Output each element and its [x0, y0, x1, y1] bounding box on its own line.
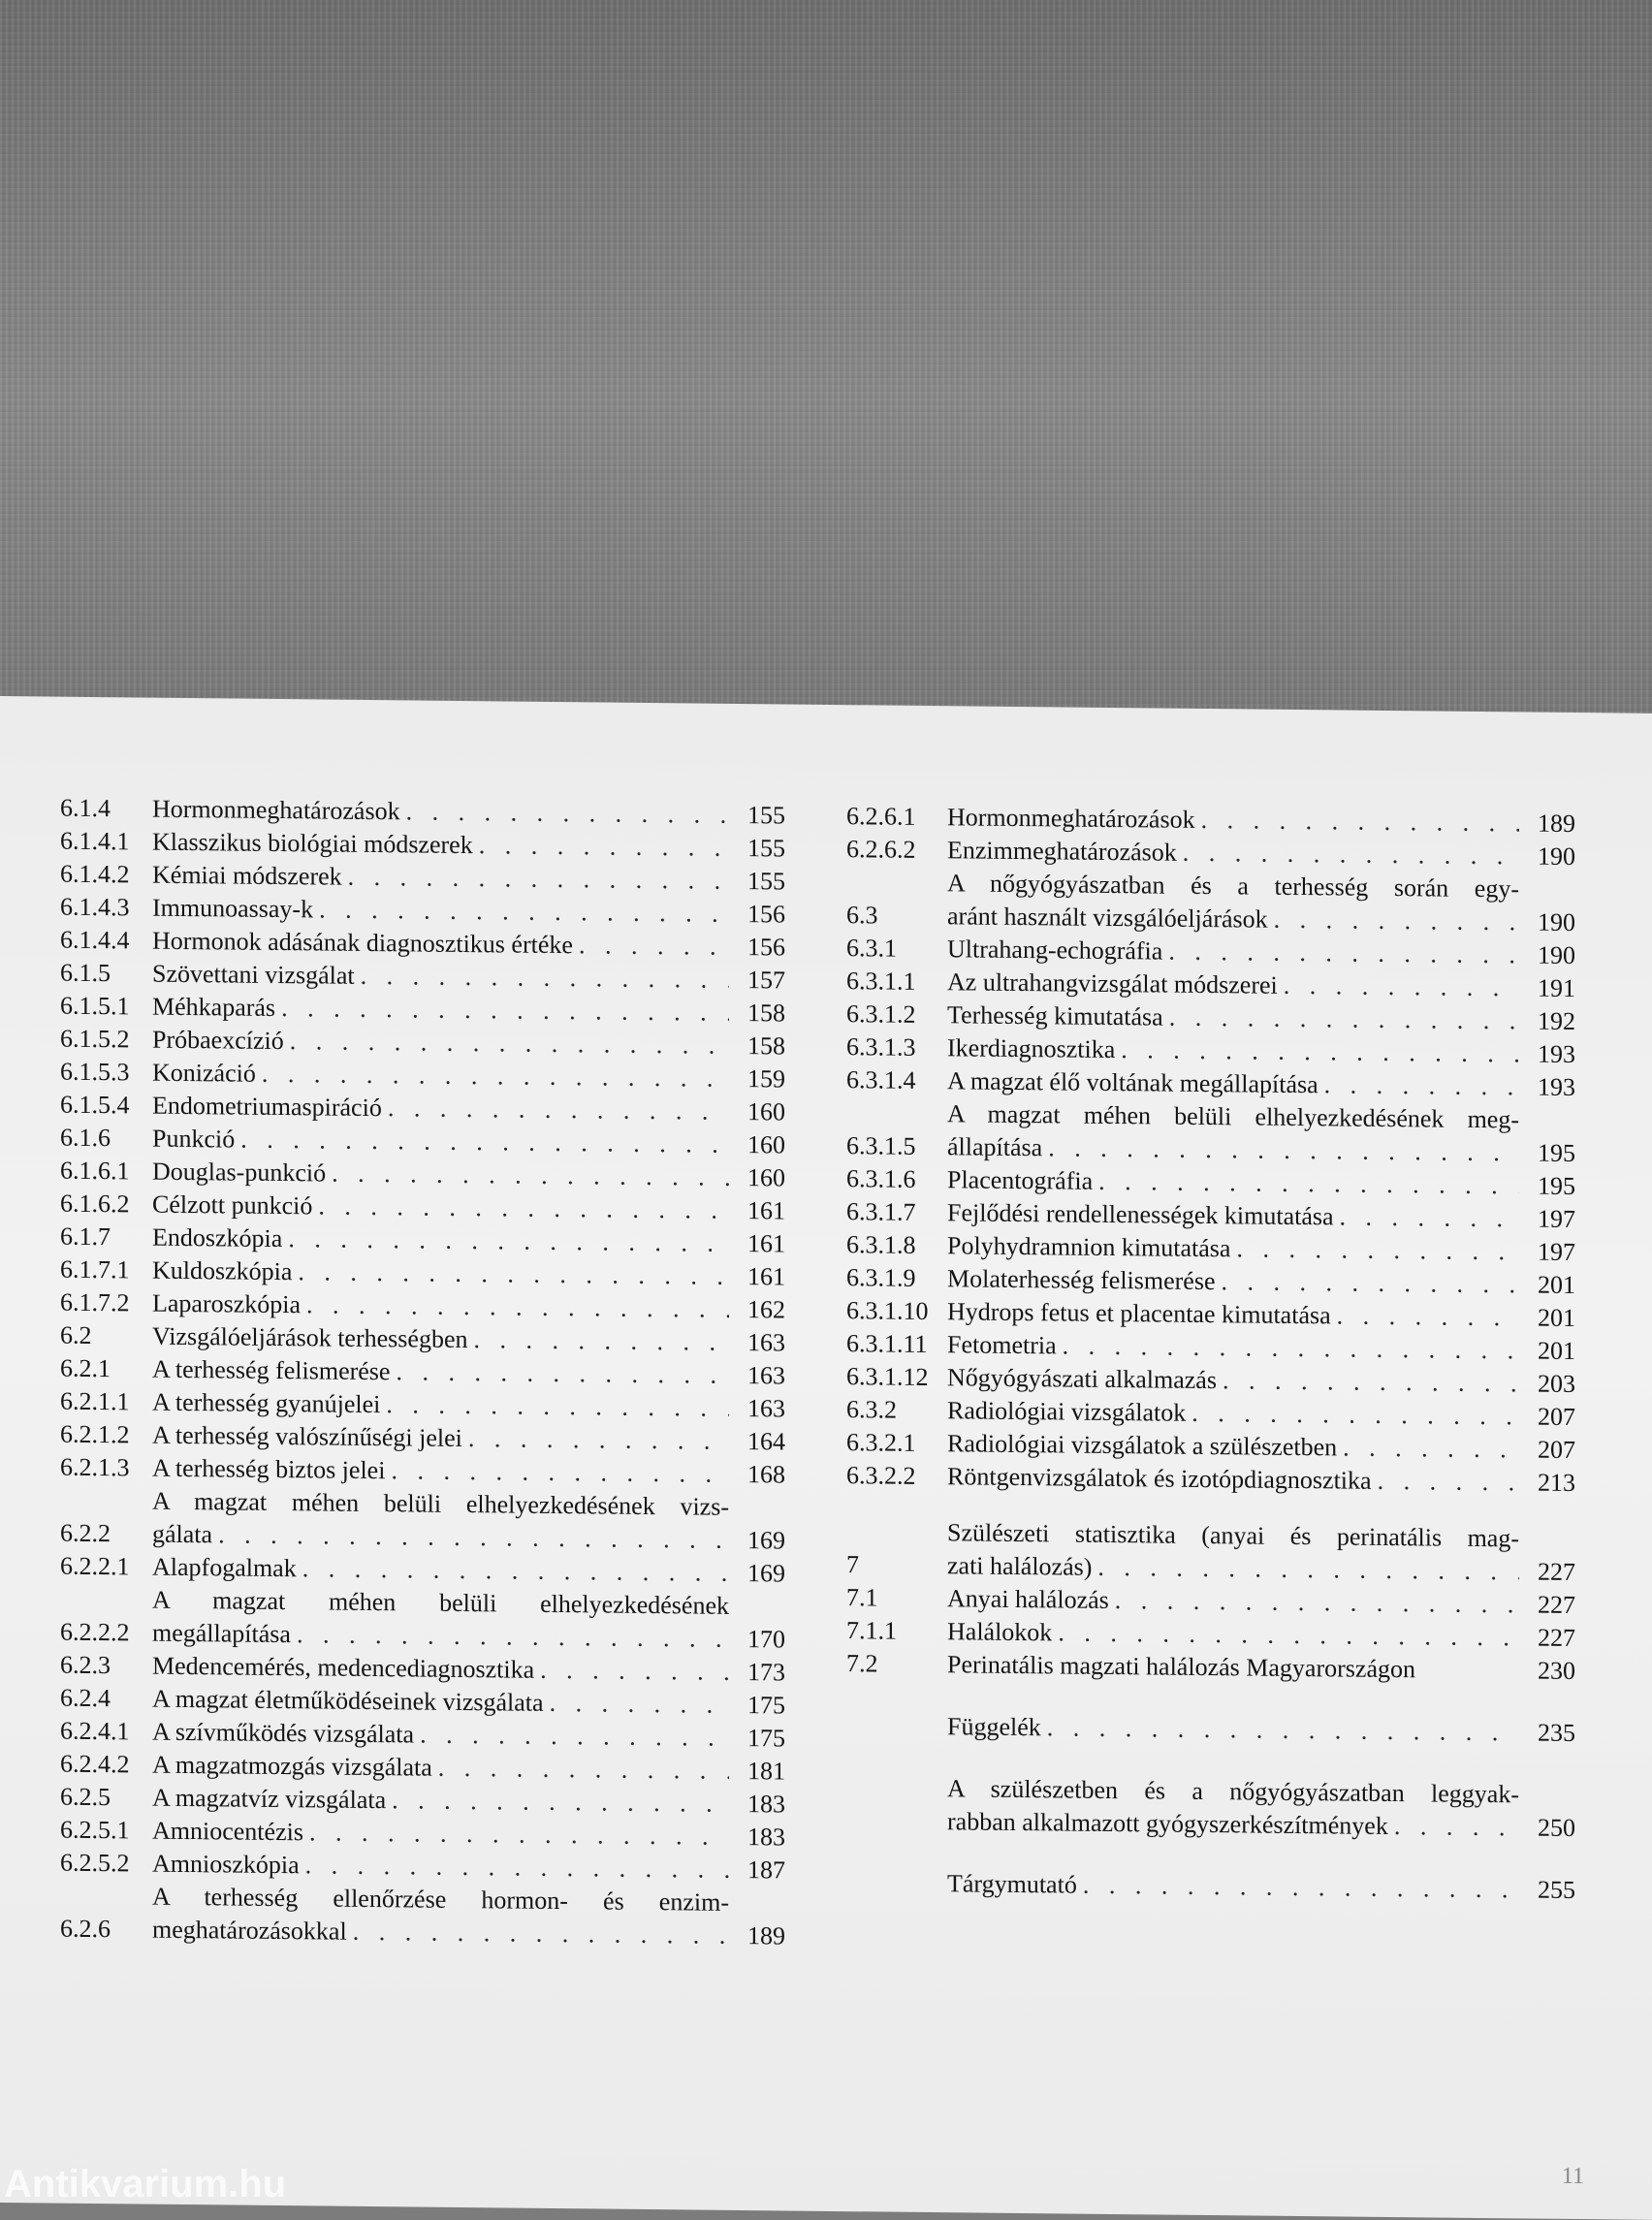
toc-entry-page: 161: [747, 1262, 785, 1291]
toc-entry: [60, 1583, 785, 1657]
toc-entry-page: 255: [1538, 1875, 1575, 1905]
toc-entry-title: [947, 867, 1519, 938]
toc-entry-page: 175: [747, 1691, 785, 1720]
toc-entry-title-line: Perinatális magzati halálozás Magyarországon: [947, 1650, 1415, 1684]
dot-leader: [386, 1784, 729, 1821]
toc-entry-number: 6.3: [846, 901, 878, 930]
toc-entry: [60, 1880, 785, 1953]
toc-entry-page: 193: [1538, 1039, 1575, 1069]
toc-entry-number: 7: [846, 1550, 859, 1579]
toc-entry-page: 156: [747, 900, 785, 929]
dot-leader: [282, 1222, 729, 1260]
toc-entry-page: 173: [747, 1658, 785, 1687]
toc-entry-page: 164: [747, 1427, 785, 1456]
dot-leader: [1163, 1001, 1519, 1038]
toc-entry-page: 170: [747, 1625, 785, 1654]
dot-leader: [1217, 1364, 1519, 1400]
dot-leader: [544, 1687, 729, 1722]
toc-entry-title-line: Medencemérés, medencediagnosztika: [152, 1651, 535, 1684]
toc-entry-title-line: A magzatvíz vizsgálata: [152, 1783, 387, 1815]
toc-entry-number: 6.1.4.1: [60, 826, 130, 856]
toc-entry-number: 6.2.2.2: [60, 1617, 130, 1647]
toc-entry-title-line: zati halálozás): [947, 1551, 1093, 1581]
dot-leader: [326, 1158, 729, 1194]
toc-entry-title-line: Radiológiai vizsgálatok: [947, 1396, 1187, 1427]
toc-entry: [846, 1096, 1575, 1170]
toc-entry-page: 250: [1538, 1813, 1575, 1843]
toc-entry-number: 7.1.1: [846, 1616, 897, 1645]
dot-leader: [1109, 1584, 1519, 1621]
toc-entry-title-line: A terhesség gyanújelei: [152, 1387, 381, 1419]
toc-entry-page: 160: [747, 1130, 785, 1159]
toc-entry-title-line: Placentográfia: [947, 1165, 1094, 1195]
toc-entry-page: 201: [1538, 1303, 1575, 1333]
toc-entry-title-line: Douglas-punkció: [152, 1157, 327, 1188]
toc-entry-page: 190: [1538, 841, 1575, 872]
toc-entry-number: 6.1.5.2: [60, 1024, 130, 1054]
toc-entry-number: 6.2.5.1: [60, 1815, 130, 1845]
toc-entry-number: 6.3.1.11: [846, 1329, 928, 1359]
toc-entry-title-line: Klasszikus biológiai módszerek: [152, 827, 473, 860]
toc-entry-page: 157: [747, 966, 785, 995]
dot-leader: [385, 1454, 729, 1491]
toc-entry-page: 183: [747, 1823, 785, 1852]
toc-entry-title-line: Függelék: [947, 1712, 1041, 1742]
toc-entry-number: 6.1.4.2: [60, 859, 130, 889]
toc-entry-title-line: A magzat méhen belüli elhelyezkedésének meg-: [947, 1099, 1519, 1134]
toc-entry-number: 6.1.7.2: [60, 1287, 130, 1317]
toc-entry-page: 158: [747, 1031, 785, 1061]
toc-entry-title-line: Fetometria: [947, 1330, 1057, 1360]
toc-entry-page: 168: [747, 1460, 785, 1489]
toc-entry-number: 6.2.1.3: [60, 1452, 130, 1482]
toc-entry-number: 6.2.5.2: [60, 1848, 130, 1878]
dot-leader: [1092, 1551, 1519, 1589]
toc-entry-page: 161: [747, 1229, 785, 1258]
toc-entry-title: [947, 1648, 1519, 1687]
dot-leader: [355, 960, 729, 997]
dot-leader: [342, 861, 729, 898]
toc-entry-page: 191: [1538, 973, 1575, 1003]
toc-entry-title-line: Vizsgálóeljárások terhességben: [152, 1321, 468, 1354]
toc-entry-number: 6.2.4.1: [60, 1716, 130, 1746]
toc-entry-title-line: A terhesség ellenőrzése hormon- és enzim-: [152, 1882, 729, 1917]
toc-entry-title-line: Alapfogalmak: [152, 1552, 297, 1583]
dot-leader: [432, 1752, 729, 1788]
toc-entry-title: [152, 1584, 729, 1656]
toc-entry-page: 227: [1538, 1623, 1575, 1653]
toc-entry-title-line: meghatározásokkal: [152, 1915, 347, 1946]
dot-leader: [313, 893, 729, 930]
toc-entry-number: 6.3.1.10: [846, 1296, 929, 1326]
dot-leader: [303, 1816, 729, 1854]
toc-entry-page: 207: [1538, 1435, 1575, 1465]
toc-entry-number: 6.1.7.1: [60, 1254, 130, 1284]
toc-entry-title-line: A magzat életműködéseinek vizsgálata: [152, 1684, 544, 1717]
dot-leader: [292, 1255, 729, 1293]
dot-leader: [297, 1552, 729, 1590]
toc-entry-title-line: A magzat méhen belüli elhelyezkedésének vizs-: [152, 1486, 729, 1521]
toc-entry-page: 175: [747, 1724, 785, 1753]
toc-entry-title-line: Kémiai módszerek: [152, 860, 342, 891]
toc-entry-number: 6.1.7: [60, 1221, 111, 1252]
dot-leader: [380, 1388, 729, 1425]
toc-entry: [846, 1866, 1575, 1907]
toc-entry-title-line: állapítása: [947, 1132, 1043, 1162]
dot-leader: [573, 929, 729, 964]
toc-entry-title-line: A szívműködés vizsgálata: [152, 1717, 415, 1749]
toc-entry-title-line: Szövettani vizsgálat: [152, 959, 355, 990]
toc-entry-title-line: Endometriumaspiráció: [152, 1091, 382, 1123]
toc-entry-page: 187: [747, 1855, 785, 1885]
toc-entry-title-line: A magzatmozgás vizsgálata: [152, 1750, 432, 1782]
toc-entry-page: 160: [747, 1163, 785, 1192]
toc-entry-title-line: Immunoassay-k: [152, 893, 314, 924]
toc-entry-number: 6.3.1.3: [846, 1032, 916, 1062]
toc-entry-page: 162: [747, 1295, 785, 1324]
toc-entry-title: [152, 1485, 729, 1557]
toc-entry: [846, 1771, 1575, 1845]
dot-leader: [382, 1092, 729, 1128]
toc-entry-number: 6.2.4: [60, 1683, 111, 1713]
toc-entry-number: 6.3.1.12: [846, 1362, 929, 1392]
toc-entry-title-line: A terhesség felismerése: [152, 1354, 391, 1386]
toc-entry-number: 6.1.4.4: [60, 925, 130, 955]
dot-leader: [1372, 1465, 1519, 1500]
toc-entry-title: [947, 1772, 1519, 1844]
toc-entry-number: 6.3.2.1: [846, 1428, 916, 1457]
toc-entry-page: 230: [1538, 1656, 1575, 1686]
dot-leader: [1331, 1299, 1519, 1334]
dot-leader: [1077, 1869, 1519, 1907]
dot-leader: [1230, 1232, 1519, 1268]
toc-entry-page: 163: [747, 1361, 785, 1390]
toc-entry-title-line: A nőgyógyászatban és a terhesség során egy-: [947, 869, 1519, 904]
toc-entry-title-line: Az ultrahangvizsgálat módszerei: [947, 967, 1278, 999]
toc-entry: [60, 1484, 785, 1558]
toc-entry-title-line: Célzott punkció: [152, 1189, 313, 1221]
toc-entry-title-line: Hormonok adásának diagnosztikus értéke: [152, 926, 573, 960]
toc-entry-title-line: Laparoszkópia: [152, 1288, 302, 1319]
toc-entry-page: 193: [1538, 1072, 1575, 1102]
toc-entry-page: 227: [1538, 1557, 1575, 1587]
toc-entry-page: 156: [747, 933, 785, 962]
toc-entry-title-line: A szülészetben és a nőgyógyászatban leggyak-: [947, 1774, 1519, 1809]
toc-entry-title: [947, 1097, 1519, 1169]
toc-entry-title-line: Hormonmeghatározások: [152, 794, 400, 826]
toc-entry-page: 192: [1538, 1006, 1575, 1036]
dot-leader: [1186, 1397, 1519, 1434]
toc-entry-page: 155: [747, 801, 785, 830]
toc-entry-page: 163: [747, 1394, 785, 1423]
toc-entry-number: 6.1.5.4: [60, 1090, 130, 1120]
dot-leader: [1093, 1165, 1519, 1203]
toc-right-column: [846, 800, 1575, 1907]
dot-leader: [300, 1849, 729, 1887]
dot-leader: [275, 992, 729, 1030]
toc-entry-number: 6.3.1: [846, 934, 897, 963]
toc-entry-number: 6.3.1.5: [846, 1131, 916, 1160]
toc-entry-number: 6.2.2: [60, 1518, 111, 1548]
toc-entry-page: 195: [1538, 1138, 1575, 1168]
toc-entry-number: 6.1.5: [60, 958, 111, 988]
toc-entry-number: 6.1.5.3: [60, 1057, 130, 1087]
toc-entry-title-line: Konizáció: [152, 1058, 256, 1088]
toc-entry-page: 155: [747, 867, 785, 896]
toc-entry-title-line: Szülészeti statisztika (anyai és perinatális mag-: [947, 1518, 1519, 1553]
toc-entry-title-line: Polyhydramnion kimutatása: [947, 1231, 1231, 1263]
dot-leader: [1268, 904, 1519, 939]
dot-leader: [1041, 1711, 1519, 1749]
toc-entry-number: 6.1.6.1: [60, 1156, 130, 1186]
toc-entry-number: 6.3.1.4: [846, 1065, 916, 1094]
toc-entry-page: 158: [747, 999, 785, 1028]
toc-entry-page: 203: [1538, 1369, 1575, 1399]
toc-entry-number: 6.2.6.2: [846, 835, 916, 864]
toc-entry-page: 189: [1538, 809, 1575, 839]
toc-entry-number: 6.2.4.2: [60, 1749, 130, 1779]
toc-entry: [846, 1515, 1575, 1589]
toc-entry-title-line: Endoszkópia: [152, 1222, 283, 1253]
toc-entry-title-line: Amnioszkópia: [152, 1849, 300, 1880]
toc-entry-number: 6.3.2.2: [846, 1461, 916, 1490]
toc-entry-number: [846, 1899, 947, 1900]
toc-entry-page: 190: [1538, 940, 1575, 970]
toc-entry-page: 235: [1538, 1718, 1575, 1748]
toc-entry-number: 7.1: [846, 1583, 878, 1612]
dot-leader: [212, 1518, 729, 1557]
toc-entry-title: [947, 1516, 1519, 1588]
toc-entry-page: 181: [747, 1757, 785, 1786]
dot-leader: [534, 1654, 729, 1689]
dot-leader: [1052, 1616, 1519, 1654]
toc-entry-page: 183: [747, 1790, 785, 1819]
dot-leader: [1195, 804, 1519, 840]
toc-entry-title-line: aránt használt vizsgálóeljárások: [947, 902, 1268, 934]
toc-entry-number: 6.1.5.1: [60, 991, 130, 1021]
dot-leader: [1177, 837, 1519, 873]
toc-entry-page: 213: [1538, 1468, 1575, 1498]
toc-entry-number: 6.2.1.1: [60, 1386, 130, 1416]
toc-entry-title-line: Hormonmeghatározások: [947, 803, 1195, 834]
toc-entry-title: [152, 1881, 729, 1952]
toc-entry-title-line: Ikerdiagnosztika: [947, 1033, 1116, 1064]
fabric-background: [0, 0, 1652, 717]
toc-entry-title-line: Hydrops fetus et placentae kimutatása: [947, 1297, 1331, 1330]
toc-entry-title-line: Fejlődési rendellenességek kimutatása: [947, 1198, 1334, 1231]
toc-entry-title-line: Próbaexcízió: [152, 1025, 284, 1056]
dot-leader: [1042, 1131, 1519, 1169]
dot-leader: [462, 1422, 729, 1458]
dot-leader: [347, 1916, 729, 1952]
page-number: 11: [1561, 2163, 1584, 2190]
toc-entry-number: 7.2: [846, 1649, 878, 1678]
dot-leader: [400, 795, 729, 832]
toc-entry-number: 6.2.1: [60, 1353, 111, 1383]
toc-entry-title-line: Halálokok: [947, 1617, 1053, 1647]
toc-entry-title-line: Ultrahang-echográfia: [947, 935, 1163, 966]
toc-entry-title-line: rabban alkalmazott gyógyszerkészítmények: [947, 1807, 1388, 1840]
toc-entry-number: 6.2.2.1: [60, 1551, 130, 1581]
toc-entry-page: 201: [1538, 1270, 1575, 1300]
toc-entry-number: 6.3.1.8: [846, 1230, 916, 1259]
dot-leader: [390, 1355, 729, 1392]
toc-entry-number: 6.3.1.6: [846, 1164, 916, 1193]
toc-entry-number: 6.3.1.1: [846, 967, 916, 996]
toc-entry-title-line: A magzat méhen belüli elhelyezkedésének: [152, 1585, 729, 1620]
toc-entry-title-line: A terhesség valószínűségi jelei: [152, 1420, 462, 1452]
toc-entry-page: 201: [1538, 1336, 1575, 1366]
toc-entry-title-line: Nőgyógyászati alkalmazás: [947, 1363, 1217, 1395]
toc-entry-title-line: Méhkaparás: [152, 992, 276, 1022]
dot-leader: [414, 1718, 729, 1754]
toc-entry-title: [947, 1867, 1519, 1906]
dot-leader: [1278, 969, 1519, 1005]
toc-entry-title-line: Kuldoszkópia: [152, 1255, 293, 1286]
dot-leader: [312, 1189, 729, 1226]
dot-leader: [284, 1025, 729, 1062]
toc-entry-page: 169: [747, 1526, 785, 1555]
toc-entry-page: 190: [1538, 907, 1575, 937]
book-page: [0, 696, 1652, 2220]
watermark: Antikvarium.hu: [4, 2166, 287, 2203]
toc-entry-page: 159: [747, 1064, 785, 1094]
dot-leader: [473, 829, 729, 865]
toc-entry-title-line: Terhesség kimutatása: [947, 1000, 1163, 1031]
toc-entry-page: 195: [1538, 1171, 1575, 1201]
toc-entry-number: 6.2.5: [60, 1782, 111, 1812]
toc-entry-page: 189: [747, 1921, 785, 1950]
toc-entry-number: 6.1.6: [60, 1123, 111, 1153]
toc-entry-number: 6.3.1.2: [846, 999, 916, 1029]
toc-entry-page: 163: [747, 1328, 785, 1357]
dot-leader: [467, 1323, 729, 1359]
toc-entry-page: 155: [747, 834, 785, 863]
dot-leader: [1057, 1329, 1519, 1367]
toc-entry-title-line: megállapítása: [152, 1618, 291, 1649]
dot-leader: [301, 1288, 729, 1326]
toc-entry-number: 6.2: [60, 1320, 92, 1349]
toc-entry-number: 6.2.6: [60, 1914, 111, 1944]
toc-entry-number: 6.3.2: [846, 1395, 897, 1424]
toc-entry-number: 6.2.1.2: [60, 1419, 130, 1449]
toc-entry-page: 197: [1538, 1237, 1575, 1267]
dot-leader: [1334, 1200, 1519, 1235]
toc-entry-title-line: Amniocentézis: [152, 1816, 303, 1847]
dot-leader: [1337, 1431, 1519, 1466]
toc-entry-title-line: Röntgenvizsgálatok és izotópdiagnosztika: [947, 1462, 1372, 1495]
toc-entry-page: 197: [1538, 1204, 1575, 1234]
dot-leader: [1162, 936, 1519, 972]
toc-entry-number: 6.2.6.1: [846, 802, 916, 831]
toc-entry-page: 207: [1538, 1402, 1575, 1432]
toc-entry-number: 6.1.4.3: [60, 892, 130, 922]
toc-entry-page: 169: [747, 1559, 785, 1588]
toc-entry-title: [947, 1710, 1519, 1749]
dot-leader: [1318, 1068, 1519, 1103]
toc-entry-title-line: A magzat élő voltának megállapítása: [947, 1066, 1318, 1099]
toc-entry-number: 6.2.3: [60, 1650, 111, 1680]
toc-entry-page: 227: [1538, 1590, 1575, 1620]
toc-entry-title-line: gálata: [152, 1519, 213, 1549]
toc-entry-number: 6.3.1.7: [846, 1197, 916, 1226]
toc-entry-title: [947, 1460, 1519, 1499]
toc-entry-title-line: Molaterhesség felismerése: [947, 1264, 1216, 1296]
toc-entry-title-line: Anyai halálozás: [947, 1584, 1109, 1614]
toc-entry-title-line: Tárgymutató: [947, 1869, 1077, 1899]
toc-entry: [846, 866, 1575, 939]
toc-entry-number: 6.1.6.2: [60, 1189, 130, 1219]
dot-leader: [1216, 1265, 1519, 1301]
toc-entry-title-line: Enzimmeghatározások: [947, 836, 1177, 867]
toc-entry-page: 161: [747, 1196, 785, 1225]
toc-entry-number: 6.1.4: [60, 793, 111, 823]
dot-leader: [291, 1618, 729, 1656]
toc-entry-title-line: Radiológiai vizsgálatok a szülészetben: [947, 1429, 1338, 1462]
dot-leader: [1115, 1033, 1519, 1070]
toc-entry-title-line: A terhesség biztos jelei: [152, 1453, 386, 1485]
toc-left-column: [60, 792, 785, 1953]
dot-leader: [235, 1124, 729, 1161]
dot-leader: [256, 1058, 729, 1095]
toc-entry-number: 6.3.1.9: [846, 1263, 916, 1292]
dot-leader: [1388, 1810, 1519, 1844]
toc-entry-page: 160: [747, 1097, 785, 1126]
toc-entry-title-line: Punkció: [152, 1124, 236, 1154]
